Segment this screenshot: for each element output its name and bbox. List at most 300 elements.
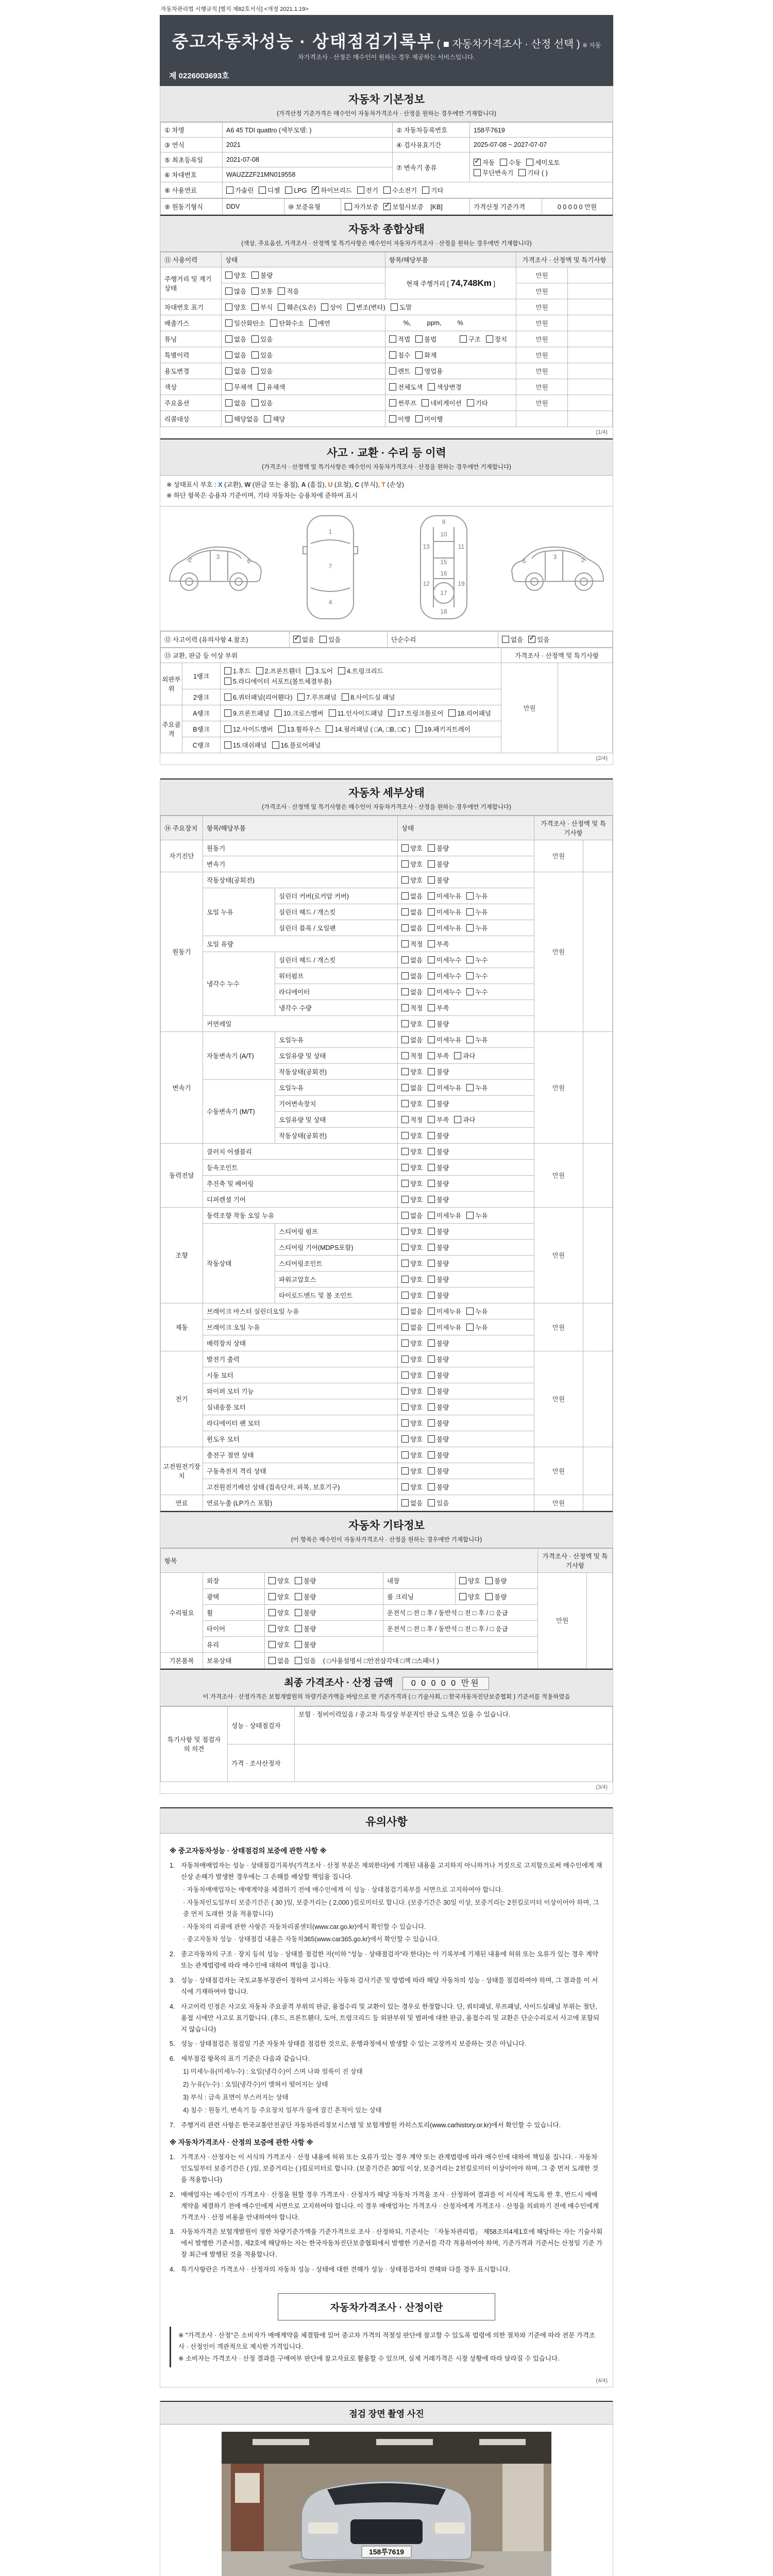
checkbox-option[interactable]: 불량 xyxy=(428,875,449,885)
checkbox[interactable] xyxy=(428,892,435,900)
checkbox[interactable] xyxy=(428,1371,435,1379)
checkbox-option[interactable]: 불량 xyxy=(428,1354,449,1364)
checkbox-option[interactable]: 양호 xyxy=(459,1592,480,1601)
checkbox[interactable] xyxy=(528,636,535,643)
checkbox[interactable] xyxy=(270,319,277,327)
checkbox[interactable] xyxy=(415,351,423,359)
checkbox[interactable] xyxy=(272,741,279,749)
checkbox[interactable] xyxy=(428,1419,435,1427)
checkbox-option[interactable]: 양호 xyxy=(225,302,246,312)
checkbox-option[interactable]: 탄화수소 xyxy=(270,318,304,328)
checkbox-option[interactable]: 렌트 xyxy=(389,366,410,376)
checkbox[interactable] xyxy=(466,892,474,900)
checkbox-option[interactable]: 불량 xyxy=(428,1227,449,1236)
checkbox-option[interactable]: 있음 xyxy=(251,334,273,344)
checkbox-option[interactable]: 양호 xyxy=(268,1576,290,1585)
checkbox-option[interactable]: 없음 xyxy=(401,1083,423,1092)
checkbox-option[interactable]: 없음 xyxy=(401,971,423,980)
checkbox-option[interactable]: 부족 xyxy=(428,1051,449,1060)
checkbox[interactable] xyxy=(428,1020,435,1027)
checkbox-option[interactable]: 일산화탄소 xyxy=(225,318,265,328)
checkbox[interactable] xyxy=(466,1036,474,1043)
checkbox-option[interactable]: 불량 xyxy=(428,1163,449,1172)
checkbox[interactable] xyxy=(275,709,282,717)
checkbox[interactable] xyxy=(389,335,396,343)
checkbox[interactable] xyxy=(224,693,231,701)
checkbox-option[interactable]: 불량 xyxy=(428,1370,449,1380)
checkbox-option[interactable]: 누유 xyxy=(466,907,488,917)
checkbox-option[interactable]: 없음 xyxy=(225,398,246,408)
checkbox[interactable] xyxy=(295,1609,302,1616)
checkbox[interactable] xyxy=(401,1451,409,1459)
checkbox[interactable] xyxy=(460,335,467,343)
checkbox[interactable] xyxy=(401,972,409,979)
checkbox-option[interactable]: 누수 xyxy=(466,971,488,980)
checkbox[interactable] xyxy=(518,169,526,176)
checkbox-option[interactable]: 양호 xyxy=(401,1243,423,1252)
checkbox-option[interactable]: 있음 xyxy=(295,1656,316,1665)
checkbox[interactable] xyxy=(326,725,333,733)
checkbox-option[interactable]: 불량 xyxy=(428,859,449,869)
checkbox[interactable] xyxy=(401,908,409,916)
checkbox[interactable] xyxy=(338,667,345,674)
checkbox[interactable] xyxy=(225,415,232,422)
checkbox-option[interactable]: 양호 xyxy=(401,1067,423,1076)
checkbox-option[interactable]: 양호 xyxy=(401,1482,423,1492)
checkbox-option[interactable]: 침수 xyxy=(389,350,410,360)
checkbox-option[interactable]: 있음 xyxy=(251,350,273,360)
checkbox-option[interactable]: 누유 xyxy=(466,1083,488,1092)
checkbox-option[interactable]: 양호 xyxy=(401,1147,423,1156)
checkbox-option[interactable]: 불량 xyxy=(295,1624,316,1633)
checkbox[interactable] xyxy=(500,159,507,166)
checkbox-option[interactable]: 양호 xyxy=(268,1640,290,1649)
checkbox-option[interactable]: 화재 xyxy=(415,350,436,360)
checkbox-option[interactable]: 영업용 xyxy=(415,366,443,376)
checkbox[interactable] xyxy=(428,1100,435,1107)
checkbox[interactable] xyxy=(485,1577,493,1584)
checkbox[interactable] xyxy=(224,709,231,717)
checkbox[interactable] xyxy=(225,287,232,295)
checkbox[interactable] xyxy=(321,303,328,311)
checkbox[interactable] xyxy=(467,399,474,406)
checkbox[interactable] xyxy=(347,303,355,311)
checkbox-option[interactable]: 수동 xyxy=(500,158,521,167)
checkbox[interactable] xyxy=(526,159,533,166)
checkbox[interactable] xyxy=(428,1387,435,1395)
checkbox-option[interactable]: 과다 xyxy=(454,1115,475,1124)
checkbox[interactable] xyxy=(401,892,409,900)
checkbox-option[interactable]: ✓ 없음 xyxy=(293,635,314,644)
checkbox[interactable] xyxy=(428,876,435,884)
checkbox[interactable] xyxy=(268,1625,276,1632)
checkbox[interactable] xyxy=(428,1292,435,1299)
checkbox-option[interactable]: 미세누유 xyxy=(428,1035,461,1044)
checkbox[interactable] xyxy=(428,1403,435,1411)
checkbox-option[interactable]: 적정 xyxy=(401,1051,423,1060)
checkbox-option[interactable]: 불량 xyxy=(428,1131,449,1140)
checkbox[interactable] xyxy=(251,399,259,406)
checkbox-option[interactable]: 해당 xyxy=(264,414,285,423)
checkbox[interactable] xyxy=(428,1228,435,1235)
checkbox-option[interactable]: 없음 xyxy=(401,1498,423,1507)
checkbox[interactable] xyxy=(251,272,259,279)
checkbox[interactable] xyxy=(401,1020,409,1027)
checkbox-option[interactable]: 양호 xyxy=(401,1338,423,1348)
checkbox-option[interactable]: 양호 xyxy=(401,875,423,885)
checkbox-option[interactable]: 기타 xyxy=(422,185,443,195)
checkbox-option[interactable]: 미세누유 xyxy=(428,891,461,901)
checkbox-option[interactable]: 양호 xyxy=(401,1354,423,1364)
checkbox[interactable] xyxy=(389,351,396,359)
checkbox-option[interactable]: 불량 xyxy=(428,1019,449,1028)
checkbox-option[interactable]: 불량 xyxy=(428,1259,449,1268)
checkbox-option[interactable]: 미세누유 xyxy=(428,907,461,917)
checkbox-option[interactable]: 양호 xyxy=(401,1291,423,1300)
checkbox[interactable] xyxy=(401,1164,409,1171)
checkbox-option[interactable]: 누수 xyxy=(466,955,488,964)
checkbox[interactable] xyxy=(401,1355,409,1363)
checkbox[interactable] xyxy=(485,1593,493,1600)
checkbox-option[interactable]: 무단변속기 xyxy=(474,168,513,177)
checkbox[interactable] xyxy=(466,908,474,916)
checkbox[interactable] xyxy=(428,860,435,868)
checkbox-option[interactable]: 불량 xyxy=(428,1450,449,1460)
checkbox-option[interactable]: 없음 xyxy=(401,987,423,996)
checkbox[interactable] xyxy=(251,367,259,375)
checkbox[interactable] xyxy=(401,860,409,868)
checkbox[interactable] xyxy=(454,1052,461,1059)
checkbox[interactable] xyxy=(256,667,263,674)
checkbox-option[interactable]: 없음 xyxy=(401,1307,423,1316)
checkbox[interactable] xyxy=(258,383,265,391)
checkbox[interactable] xyxy=(401,876,409,884)
checkbox-option[interactable]: 없음 xyxy=(401,1211,423,1220)
checkbox[interactable] xyxy=(401,1068,409,1075)
checkbox-option[interactable]: 15.대쉬패널 xyxy=(224,740,267,750)
checkbox[interactable] xyxy=(389,399,396,406)
checkbox[interactable] xyxy=(401,1004,409,1011)
checkbox[interactable] xyxy=(401,1324,409,1331)
checkbox-option[interactable]: 불량 xyxy=(428,1179,449,1188)
checkbox[interactable] xyxy=(342,693,349,701)
checkbox[interactable] xyxy=(312,187,319,194)
checkbox[interactable] xyxy=(428,1052,435,1059)
checkbox-option[interactable]: 불량 xyxy=(428,1402,449,1412)
checkbox[interactable] xyxy=(389,367,396,375)
checkbox[interactable] xyxy=(225,399,232,406)
checkbox[interactable] xyxy=(428,1435,435,1443)
checkbox[interactable] xyxy=(422,187,429,194)
checkbox-option[interactable]: 양호 xyxy=(401,1402,423,1412)
checkbox-option[interactable]: 미세누수 xyxy=(428,955,461,964)
checkbox-option[interactable]: 누유 xyxy=(466,1323,488,1332)
checkbox[interactable] xyxy=(264,415,271,422)
checkbox[interactable] xyxy=(389,383,396,391)
checkbox-option[interactable]: 디젤 xyxy=(259,185,280,195)
checkbox[interactable] xyxy=(329,709,336,717)
checkbox-option[interactable]: 유채색 xyxy=(258,382,285,392)
checkbox[interactable] xyxy=(226,187,233,194)
checkbox[interactable] xyxy=(428,940,435,947)
checkbox[interactable] xyxy=(401,1276,409,1283)
checkbox[interactable] xyxy=(268,1657,276,1664)
checkbox-option[interactable]: ✓ 하이브리드 xyxy=(312,185,351,195)
checkbox-option[interactable]: 2.프론트휀더 xyxy=(256,666,301,675)
checkbox-option[interactable]: 불량 xyxy=(295,1576,316,1585)
checkbox[interactable] xyxy=(401,1292,409,1299)
checkbox-option[interactable]: 양호 xyxy=(268,1608,290,1617)
checkbox-option[interactable]: 이행 xyxy=(389,414,410,423)
checkbox[interactable] xyxy=(224,677,231,685)
checkbox[interactable] xyxy=(278,303,285,311)
checkbox-option[interactable]: 변조(변타) xyxy=(347,302,385,312)
checkbox[interactable] xyxy=(486,335,493,343)
checkbox-option[interactable]: 누유 xyxy=(466,1211,488,1220)
checkbox-option[interactable]: 불량 xyxy=(428,1243,449,1252)
checkbox[interactable] xyxy=(225,335,232,343)
checkbox[interactable] xyxy=(422,399,429,406)
checkbox-option[interactable]: 색상변경 xyxy=(428,382,461,392)
checkbox-option[interactable]: 불량 xyxy=(251,270,273,280)
checkbox[interactable] xyxy=(428,1164,435,1171)
checkbox[interactable] xyxy=(428,1451,435,1459)
checkbox[interactable] xyxy=(224,725,231,733)
checkbox-option[interactable]: 구조 xyxy=(460,334,481,344)
checkbox[interactable] xyxy=(388,709,395,717)
checkbox-option[interactable]: 없음 xyxy=(401,923,423,933)
checkbox-option[interactable]: 없음 xyxy=(268,1656,290,1665)
checkbox-option[interactable]: 가솔린 xyxy=(226,185,254,195)
checkbox[interactable] xyxy=(428,1308,435,1315)
checkbox-option[interactable]: 부족 xyxy=(428,1115,449,1124)
checkbox[interactable] xyxy=(401,1308,409,1315)
checkbox-option[interactable]: 있음 xyxy=(428,1498,449,1507)
checkbox-option[interactable]: 불량 xyxy=(428,1067,449,1076)
checkbox-option[interactable]: 미이행 xyxy=(415,414,443,423)
checkbox[interactable] xyxy=(401,1100,409,1107)
checkbox-option[interactable]: 없음 xyxy=(502,635,523,644)
checkbox-option[interactable]: 보통 xyxy=(251,286,273,296)
checkbox-option[interactable]: 부식 xyxy=(251,302,273,312)
checkbox-option[interactable]: 불량 xyxy=(428,1099,449,1108)
checkbox[interactable] xyxy=(428,1004,435,1011)
checkbox[interactable] xyxy=(357,187,364,194)
checkbox[interactable] xyxy=(401,1132,409,1139)
checkbox-option[interactable]: 상이 xyxy=(321,302,342,312)
checkbox[interactable] xyxy=(428,1036,435,1043)
checkbox[interactable] xyxy=(466,988,474,995)
checkbox[interactable] xyxy=(428,924,435,931)
checkbox-option[interactable]: 1.후드 xyxy=(224,666,251,675)
checkbox[interactable] xyxy=(383,187,391,194)
checkbox[interactable] xyxy=(428,1467,435,1475)
checkbox[interactable] xyxy=(401,924,409,931)
checkbox[interactable] xyxy=(474,169,481,176)
checkbox[interactable] xyxy=(401,1084,409,1091)
checkbox-option[interactable]: 불량 xyxy=(428,1338,449,1348)
checkbox[interactable] xyxy=(401,1435,409,1443)
checkbox[interactable] xyxy=(295,1593,302,1600)
checkbox[interactable] xyxy=(251,351,259,359)
checkbox-option[interactable]: 미세누유 xyxy=(428,1211,461,1220)
checkbox[interactable] xyxy=(225,272,232,279)
checkbox-option[interactable]: 양호 xyxy=(225,270,246,280)
checkbox-option[interactable]: 10.크로스멤버 xyxy=(275,708,324,718)
checkbox-option[interactable]: 불량 xyxy=(485,1592,507,1601)
checkbox-option[interactable]: 과다 xyxy=(454,1051,475,1060)
checkbox[interactable] xyxy=(401,940,409,947)
checkbox-option[interactable]: ✓ 있음 xyxy=(528,635,549,644)
checkbox[interactable] xyxy=(428,1499,435,1506)
checkbox[interactable] xyxy=(295,1577,302,1584)
checkbox-option[interactable]: 적정 xyxy=(401,1115,423,1124)
checkbox-option[interactable]: 적정 xyxy=(401,939,423,948)
checkbox[interactable] xyxy=(401,1483,409,1490)
checkbox[interactable] xyxy=(466,924,474,931)
checkbox[interactable] xyxy=(401,1228,409,1235)
checkbox-option[interactable]: 양호 xyxy=(401,1450,423,1460)
checkbox[interactable] xyxy=(428,972,435,979)
checkbox-option[interactable]: 기타 xyxy=(467,398,488,408)
checkbox-option[interactable]: 누유 xyxy=(466,891,488,901)
checkbox-option[interactable]: 불량 xyxy=(428,1147,449,1156)
checkbox-option[interactable]: 불량 xyxy=(428,1482,449,1492)
checkbox-option[interactable]: 불량 xyxy=(428,1275,449,1284)
checkbox[interactable] xyxy=(401,1340,409,1347)
checkbox-option[interactable]: 8.사이드실 패널 xyxy=(342,692,395,702)
checkbox[interactable] xyxy=(428,908,435,916)
checkbox[interactable] xyxy=(428,1260,435,1267)
checkbox[interactable] xyxy=(454,1116,461,1123)
checkbox[interactable] xyxy=(389,415,396,422)
checkbox[interactable] xyxy=(428,844,435,852)
checkbox[interactable] xyxy=(401,1499,409,1506)
checkbox-option[interactable]: 불량 xyxy=(428,1466,449,1476)
checkbox[interactable] xyxy=(459,1577,466,1584)
checkbox-option[interactable]: 양호 xyxy=(401,1195,423,1204)
checkbox[interactable] xyxy=(306,667,313,674)
checkbox-option[interactable]: 없음 xyxy=(401,955,423,964)
checkbox[interactable] xyxy=(415,415,423,422)
checkbox[interactable] xyxy=(268,1609,276,1616)
checkbox-option[interactable]: 11.인사이드패널 xyxy=(329,708,383,718)
checkbox-option[interactable]: 양호 xyxy=(459,1576,480,1585)
checkbox-option[interactable]: 5.라디에이터 서포트(볼트체결부품) xyxy=(224,676,331,686)
checkbox[interactable] xyxy=(225,319,232,327)
checkbox-option[interactable]: 양호 xyxy=(401,1179,423,1188)
checkbox[interactable] xyxy=(401,1371,409,1379)
checkbox-option[interactable]: 17.트렁크플로어 xyxy=(388,708,443,718)
checkbox-option[interactable]: 해당없음 xyxy=(225,414,259,423)
checkbox-option[interactable]: 없음 xyxy=(401,1035,423,1044)
checkbox[interactable] xyxy=(268,1641,276,1648)
checkbox[interactable] xyxy=(401,1196,409,1203)
checkbox[interactable] xyxy=(401,844,409,852)
checkbox-option[interactable]: 양호 xyxy=(401,1386,423,1396)
checkbox-option[interactable]: 없음 xyxy=(401,907,423,917)
checkbox[interactable] xyxy=(502,636,509,643)
checkbox-option[interactable]: 양호 xyxy=(401,1434,423,1444)
checkbox[interactable] xyxy=(466,972,474,979)
checkbox[interactable] xyxy=(278,287,285,295)
checkbox-option[interactable]: 양호 xyxy=(401,1227,423,1236)
checkbox[interactable] xyxy=(428,1212,435,1219)
checkbox-option[interactable]: 불량 xyxy=(295,1640,316,1649)
checkbox-option[interactable]: 많음 xyxy=(225,286,246,296)
checkbox[interactable] xyxy=(401,1116,409,1123)
checkbox-option[interactable]: 전기 xyxy=(357,185,378,195)
checkbox-option[interactable]: 적정 xyxy=(401,1003,423,1012)
checkbox[interactable] xyxy=(401,956,409,963)
checkbox[interactable] xyxy=(428,1196,435,1203)
checkbox-option[interactable]: 없음 xyxy=(225,334,246,344)
checkbox[interactable] xyxy=(401,1180,409,1187)
checkbox-option[interactable]: 있음 xyxy=(251,398,273,408)
checkbox[interactable] xyxy=(225,303,232,311)
checkbox-option[interactable]: 7.루프패널 xyxy=(297,692,337,702)
checkbox[interactable] xyxy=(466,1324,474,1331)
checkbox-option[interactable]: 12.사이드멤버 xyxy=(224,724,273,734)
checkbox[interactable] xyxy=(225,367,232,375)
checkbox[interactable] xyxy=(225,351,232,359)
checkbox-option[interactable]: 양호 xyxy=(401,1259,423,1268)
checkbox[interactable] xyxy=(401,1212,409,1219)
checkbox[interactable] xyxy=(224,741,231,749)
checkbox[interactable] xyxy=(448,709,456,717)
checkbox-option[interactable]: 9.프론트패널 xyxy=(224,708,270,718)
checkbox[interactable] xyxy=(391,303,398,311)
checkbox[interactable] xyxy=(428,1068,435,1075)
checkbox[interactable] xyxy=(428,1276,435,1283)
checkbox-option[interactable]: 있음 xyxy=(320,635,341,644)
checkbox[interactable] xyxy=(459,1593,466,1600)
checkbox-option[interactable]: 미세누유 xyxy=(428,923,461,933)
checkbox-option[interactable]: 자가보증 xyxy=(345,202,378,211)
checkbox[interactable] xyxy=(285,187,292,194)
checkbox[interactable] xyxy=(259,187,266,194)
checkbox[interactable] xyxy=(295,1657,302,1664)
checkbox-option[interactable]: 불량 xyxy=(295,1592,316,1601)
checkbox-option[interactable]: 없음 xyxy=(225,350,246,360)
checkbox-option[interactable]: 불량 xyxy=(428,1291,449,1300)
checkbox[interactable] xyxy=(466,956,474,963)
checkbox-option[interactable]: 양호 xyxy=(401,1466,423,1476)
checkbox[interactable] xyxy=(401,1036,409,1043)
checkbox[interactable] xyxy=(251,287,259,295)
checkbox[interactable] xyxy=(415,367,423,375)
checkbox[interactable] xyxy=(401,1244,409,1251)
checkbox-option[interactable]: 양호 xyxy=(268,1592,290,1601)
checkbox-option[interactable]: 양호 xyxy=(401,1019,423,1028)
checkbox-option[interactable]: 양호 xyxy=(401,859,423,869)
checkbox[interactable] xyxy=(401,1403,409,1411)
checkbox-option[interactable]: 누수 xyxy=(466,987,488,996)
checkbox[interactable] xyxy=(428,1180,435,1187)
checkbox-option[interactable]: 적법 xyxy=(389,334,410,344)
checkbox[interactable] xyxy=(428,383,435,391)
checkbox[interactable] xyxy=(309,319,316,327)
checkbox-option[interactable]: 부족 xyxy=(428,1003,449,1012)
checkbox[interactable] xyxy=(251,303,259,311)
checkbox[interactable] xyxy=(268,1593,276,1600)
checkbox-option[interactable]: ✓자동 xyxy=(474,158,495,167)
checkbox[interactable] xyxy=(428,1244,435,1251)
checkbox[interactable] xyxy=(278,725,285,733)
checkbox-option[interactable]: 6.쿼터패널(리어휀다) xyxy=(224,692,292,702)
checkbox-option[interactable]: 미세누수 xyxy=(428,971,461,980)
checkbox-option[interactable]: 19.패키지트레이 xyxy=(415,724,470,734)
